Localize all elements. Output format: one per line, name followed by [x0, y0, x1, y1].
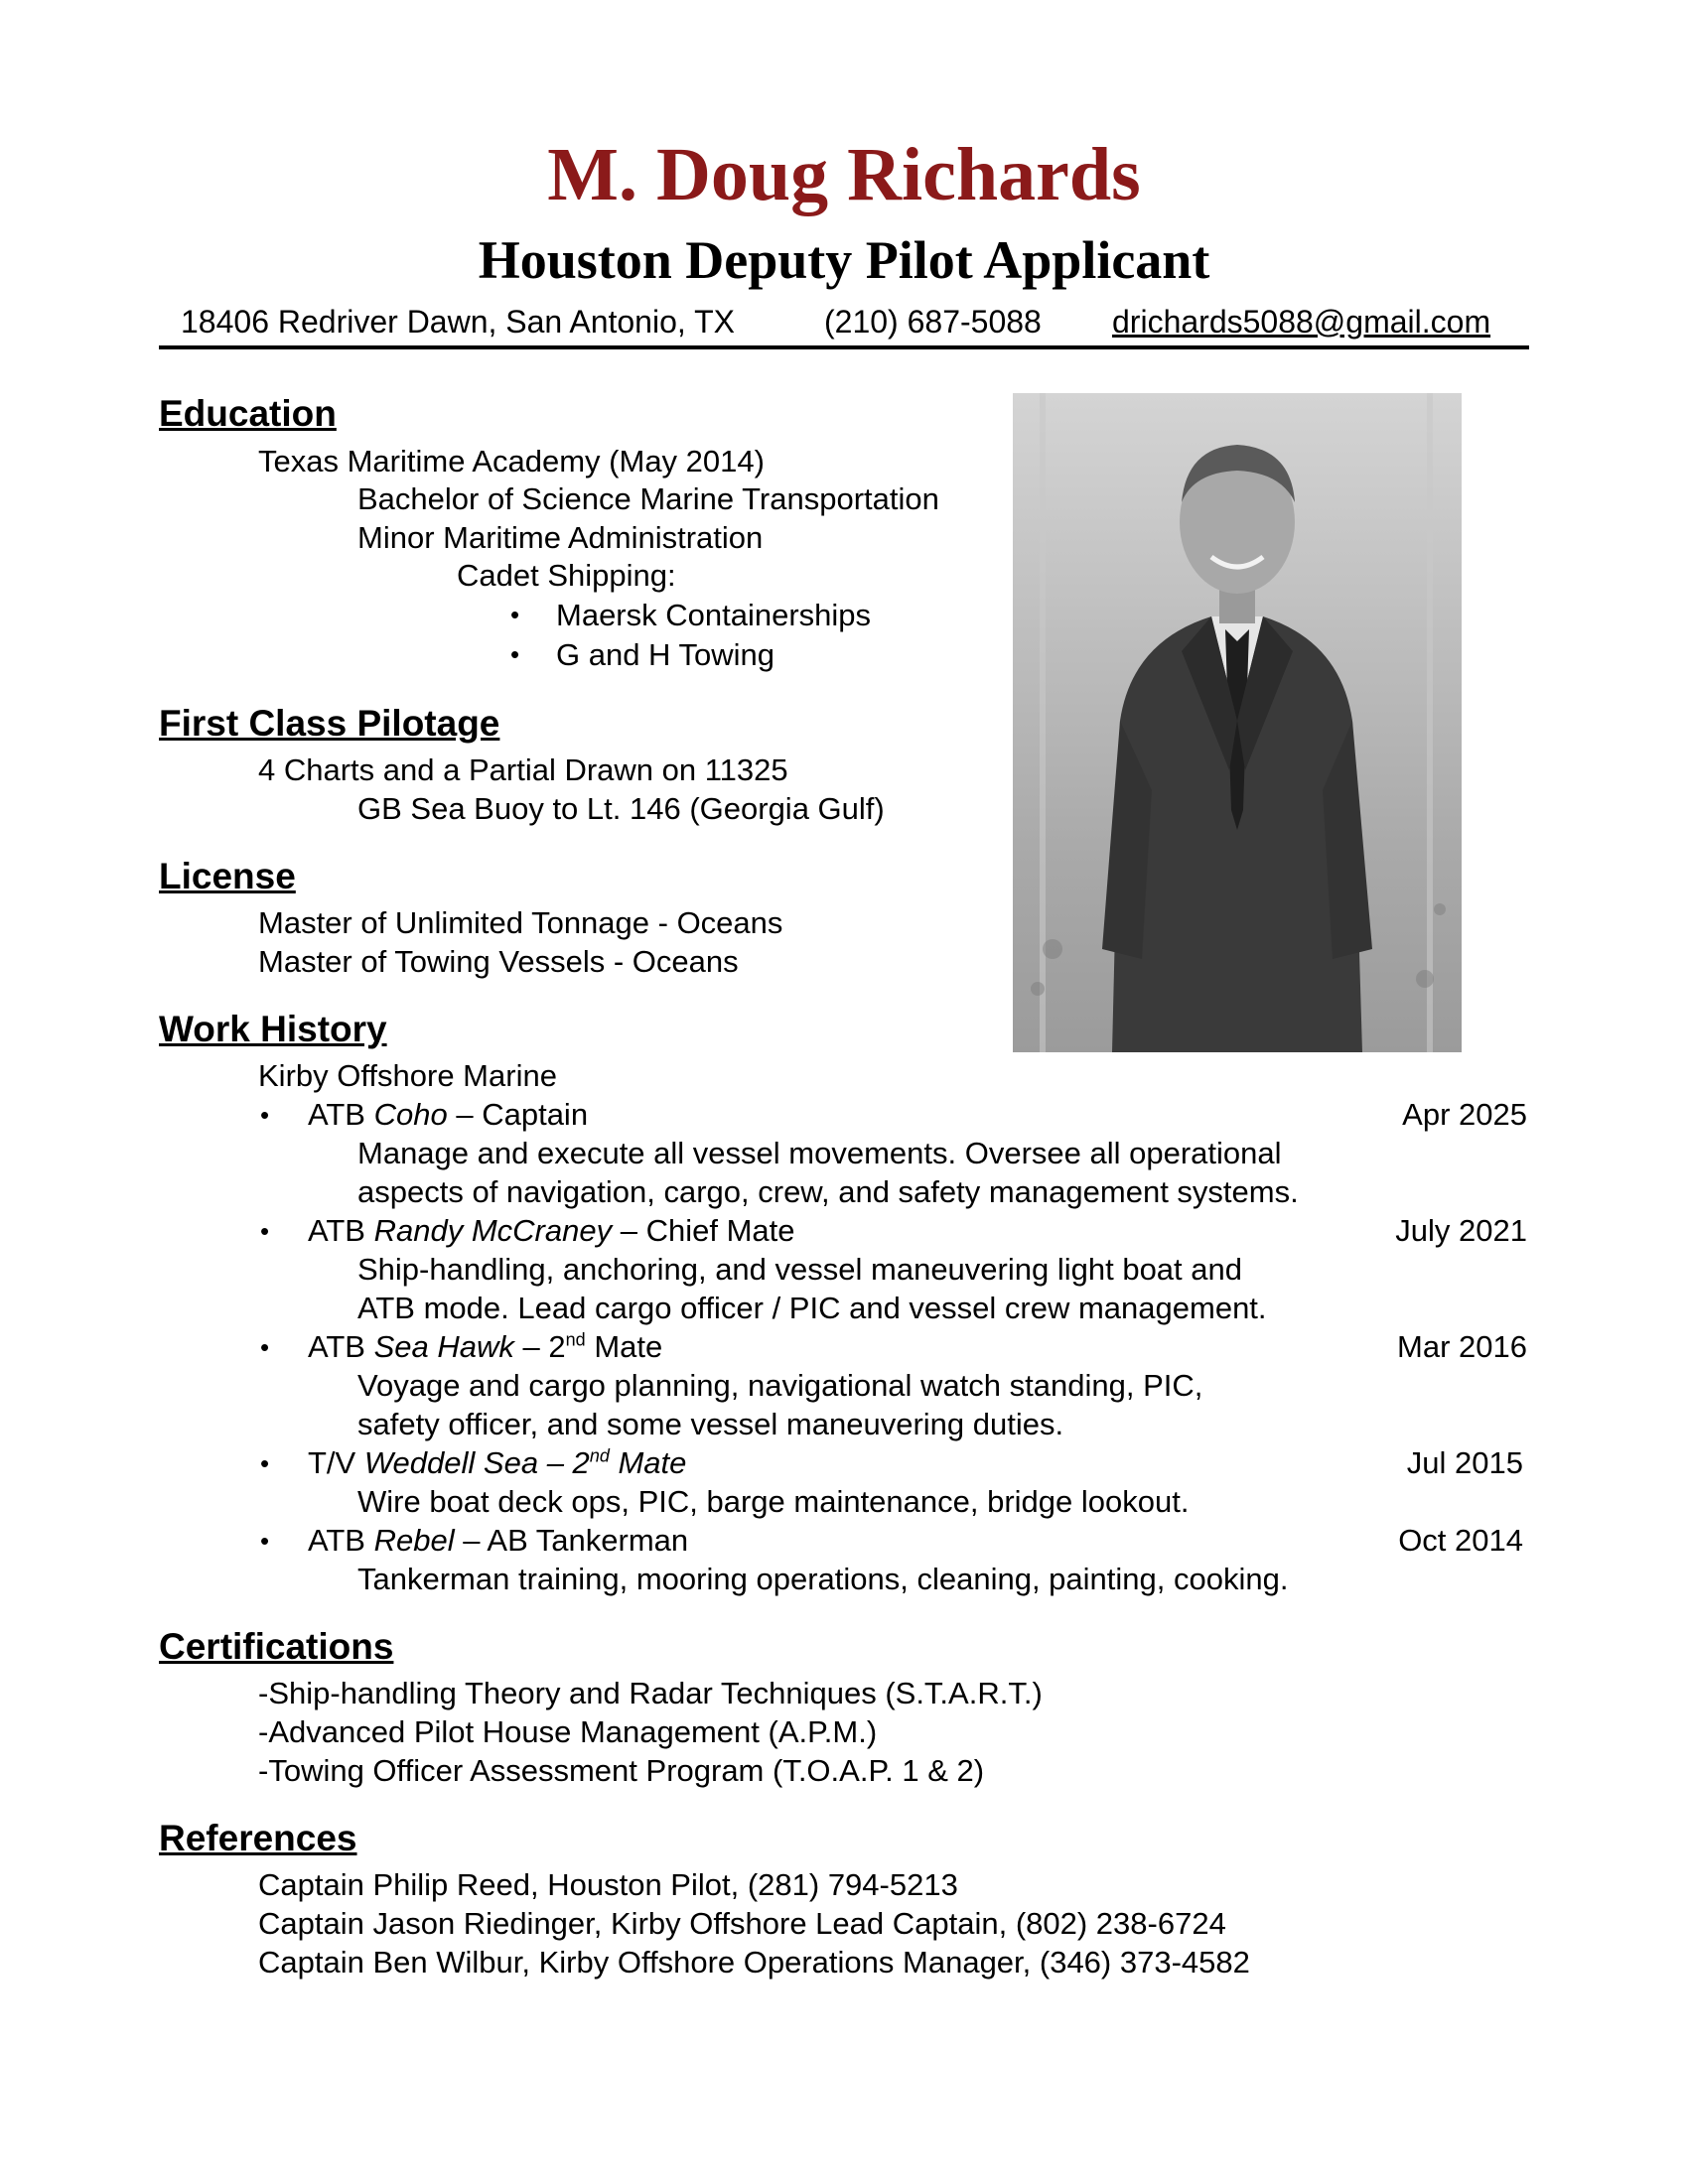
reference-item: Captain Ben Wilbur, Kirby Offshore Operations Manager, (346) 373-4582 [258, 1945, 1250, 1979]
job-vessel: Rebel [373, 1523, 455, 1558]
bullet-icon: • [260, 1100, 270, 1130]
bullet-icon: • [510, 639, 520, 669]
license-item: Master of Unlimited Tonnage - Oceans [258, 905, 783, 940]
applicant-headline: Houston Deputy Pilot Applicant [478, 230, 1210, 290]
education-degree: Bachelor of Science Marine Transportation [357, 481, 939, 516]
job-vessel: Weddell Sea [363, 1445, 539, 1480]
job-role: Mate [594, 1329, 663, 1364]
job-role: – Captain [456, 1097, 589, 1132]
job-prefix: T/V [308, 1445, 356, 1480]
job-title [308, 1331, 662, 1362]
bullet-icon: • [260, 1216, 270, 1246]
bullet-icon: • [260, 1332, 270, 1362]
job-vessel: Sea Hawk [373, 1329, 514, 1364]
job-title [308, 1099, 588, 1130]
contact-email-link[interactable]: drichards5088@gmail.com [1112, 304, 1491, 340]
bullet-icon: • [260, 1448, 270, 1478]
cadet-item: Maersk Containerships [556, 598, 872, 632]
certification-item: -Towing Officer Assessment Program (T.O.A.P. 1 & 2) [258, 1753, 985, 1788]
pilotage-line-1: 4 Charts and a Partial Drawn on 11325 [258, 752, 788, 787]
education-school: Texas Maritime Academy (May 2014) [258, 444, 765, 478]
applicant-portrait-image [1013, 393, 1462, 1052]
job-prefix: ATB [308, 1213, 365, 1248]
job-prefix: ATB [308, 1523, 365, 1558]
job-prefix: ATB [308, 1329, 365, 1364]
work-heading: Work History [159, 1009, 387, 1049]
job-date: July 2021 [1395, 1213, 1527, 1248]
job-vessel: Randy McCraney [373, 1213, 613, 1248]
certification-item: -Ship-handling Theory and Radar Techniques (S.T.A.R.T.) [258, 1676, 1043, 1710]
reference-item: Captain Jason Riedinger, Kirby Offshore Lead Captain, (802) 238-6724 [258, 1906, 1226, 1941]
pilotage-line-2: GB Sea Buoy to Lt. 146 (Georgia Gulf) [357, 791, 885, 826]
job-role: – 2 [546, 1445, 590, 1480]
contact-address: 18406 Redriver Dawn, San Antonio, TX [181, 304, 735, 340]
job-role-suffix: nd [589, 1445, 610, 1466]
job-description: Voyage and cargo planning, navigational watch standing, PIC, [357, 1368, 1203, 1403]
work-employer: Kirby Offshore Marine [258, 1058, 557, 1093]
job-description: aspects of navigation, cargo, crew, and safety management systems. [357, 1174, 1299, 1209]
education-heading: Education [159, 393, 337, 434]
job-description: safety officer, and some vessel maneuvering duties. [357, 1407, 1064, 1441]
education-minor: Minor Maritime Administration [357, 520, 764, 555]
job-date: Apr 2025 [1402, 1097, 1527, 1132]
job-date: Jul 2015 [1406, 1445, 1523, 1480]
job-description: Wire boat deck ops, PIC, barge maintenance, bridge lookout. [357, 1484, 1190, 1519]
certifications-heading: Certifications [159, 1626, 394, 1667]
job-role: – AB Tankerman [463, 1523, 689, 1558]
job-prefix: ATB [308, 1097, 365, 1132]
certification-item: -Advanced Pilot House Management (A.P.M.) [258, 1714, 878, 1749]
bullet-icon: • [260, 1526, 270, 1556]
contact-line [159, 304, 1529, 349]
pilotage-heading: First Class Pilotage [159, 703, 500, 744]
job-title [308, 1447, 686, 1478]
job-description: Tankerman training, mooring operations, cleaning, painting, cooking. [357, 1562, 1289, 1596]
license-heading: License [159, 856, 296, 896]
contact-phone: (210) 687-5088 [824, 304, 1042, 340]
job-role-suffix: nd [565, 1329, 586, 1350]
bullet-icon: • [510, 600, 520, 629]
job-description: ATB mode. Lead cargo officer / PIC and vessel crew management. [357, 1291, 1267, 1325]
job-role: – Chief Mate [620, 1213, 795, 1248]
job-role: Mate [618, 1445, 687, 1480]
cadet-item: G and H Towing [556, 637, 774, 672]
job-date: Oct 2014 [1398, 1523, 1523, 1558]
job-title [308, 1215, 795, 1246]
applicant-photo [1013, 393, 1462, 1052]
job-title [308, 1525, 688, 1556]
education-cadet-label: Cadet Shipping: [457, 558, 676, 593]
references-heading: References [159, 1818, 357, 1858]
license-item: Master of Towing Vessels - Oceans [258, 944, 739, 979]
applicant-name: M. Doug Richards [547, 133, 1141, 216]
job-role: – 2 [522, 1329, 566, 1364]
job-description: Manage and execute all vessel movements. Oversee all operational [357, 1136, 1282, 1170]
reference-item: Captain Philip Reed, Houston Pilot, (281) 794-5213 [258, 1867, 958, 1902]
job-vessel: Coho [373, 1097, 448, 1132]
job-description: Ship-handling, anchoring, and vessel maneuvering light boat and [357, 1252, 1242, 1287]
job-date: Mar 2016 [1397, 1329, 1527, 1364]
